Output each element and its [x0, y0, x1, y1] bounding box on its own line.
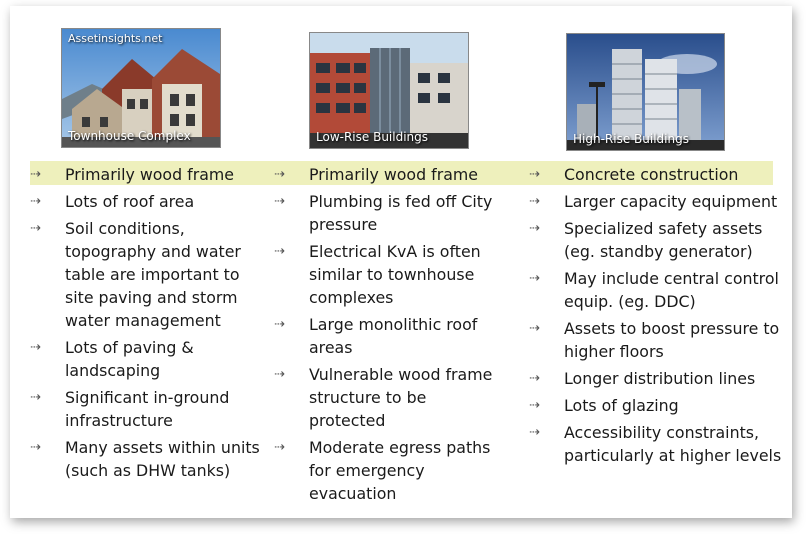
- dotted-arrow-icon: ⇢: [529, 167, 540, 182]
- townhouse-caption: Townhouse Complex: [68, 129, 191, 143]
- townhouse-column: [30, 163, 270, 486]
- list-item: ⇢ Larger capacity equipment: [529, 192, 778, 211]
- dotted-arrow-icon: ⇢: [529, 321, 540, 336]
- dotted-arrow-icon: ⇢: [529, 425, 540, 440]
- dotted-arrow-icon: ⇢: [529, 221, 540, 236]
- dotted-arrow-icon: ⇢: [30, 194, 41, 209]
- dotted-arrow-icon: ⇢: [30, 340, 41, 355]
- list-item: ⇢ Primarily wood frame: [30, 165, 234, 184]
- high-rise-column: [529, 163, 789, 471]
- list-item: ⇢ Specialized safety assets (eg. standby generator): [529, 219, 763, 261]
- dotted-arrow-icon: ⇢: [30, 221, 41, 236]
- dotted-arrow-icon: ⇢: [529, 371, 540, 386]
- dotted-arrow-icon: ⇢: [30, 440, 41, 455]
- dotted-arrow-icon: ⇢: [274, 167, 285, 182]
- watermark: Assetinsights.net: [68, 32, 163, 45]
- list-item: ⇢ Primarily wood frame: [274, 165, 478, 184]
- list-item: ⇢ Electrical KvA is often similar to townhouse complexes: [274, 242, 481, 307]
- low-rise-list: [274, 163, 504, 505]
- list-item: ⇢ Large monolithic roof areas: [274, 315, 478, 357]
- dotted-arrow-icon: ⇢: [274, 367, 285, 382]
- dotted-arrow-icon: ⇢: [274, 244, 285, 259]
- dotted-arrow-icon: ⇢: [30, 390, 41, 405]
- list-item: ⇢ Lots of glazing: [529, 396, 679, 415]
- low-rise-photo: [309, 32, 469, 149]
- low-rise-caption: Low-Rise Buildings: [316, 130, 429, 144]
- dotted-arrow-icon: ⇢: [274, 440, 285, 455]
- dotted-arrow-icon: ⇢: [274, 317, 285, 332]
- dotted-arrow-icon: ⇢: [529, 398, 540, 413]
- list-item: ⇢ Longer distribution lines: [529, 369, 756, 388]
- list-item: ⇢ Moderate egress paths for emergency evacuation: [274, 438, 491, 503]
- list-item: ⇢ Assets to boost pressure to higher floors: [529, 319, 780, 361]
- list-item: ⇢ Lots of paving & landscaping: [30, 338, 194, 380]
- townhouse-list: [30, 163, 270, 482]
- list-item: ⇢ Soil conditions, topography and water table are important to site paving and storm water management: [30, 219, 241, 330]
- list-item: ⇢ Vulnerable wood frame structure to be protected: [274, 365, 493, 430]
- low-rise-column: [274, 163, 504, 509]
- list-item: ⇢ Plumbing is fed off City pressure: [274, 192, 493, 234]
- dotted-arrow-icon: ⇢: [30, 167, 41, 182]
- dotted-arrow-icon: ⇢: [529, 271, 540, 286]
- high-rise-photo: [566, 33, 725, 151]
- dotted-arrow-icon: ⇢: [529, 194, 540, 209]
- list-item: ⇢ Accessibility constraints, particularly at higher levels: [529, 423, 782, 465]
- list-item: ⇢ Significant in-ground infrastructure: [30, 388, 230, 430]
- high-rise-caption: High-Rise Buildings: [573, 132, 689, 146]
- list-item: ⇢ May include central control equip. (eg. DDC): [529, 269, 779, 311]
- townhouse-photo: [61, 28, 221, 148]
- list-item: ⇢ Many assets within units (such as DHW tanks): [30, 438, 260, 480]
- high-rise-list: [529, 163, 789, 467]
- dotted-arrow-icon: ⇢: [274, 194, 285, 209]
- list-item: ⇢ Lots of roof area: [30, 192, 195, 211]
- list-item: ⇢ Concrete construction: [529, 165, 739, 184]
